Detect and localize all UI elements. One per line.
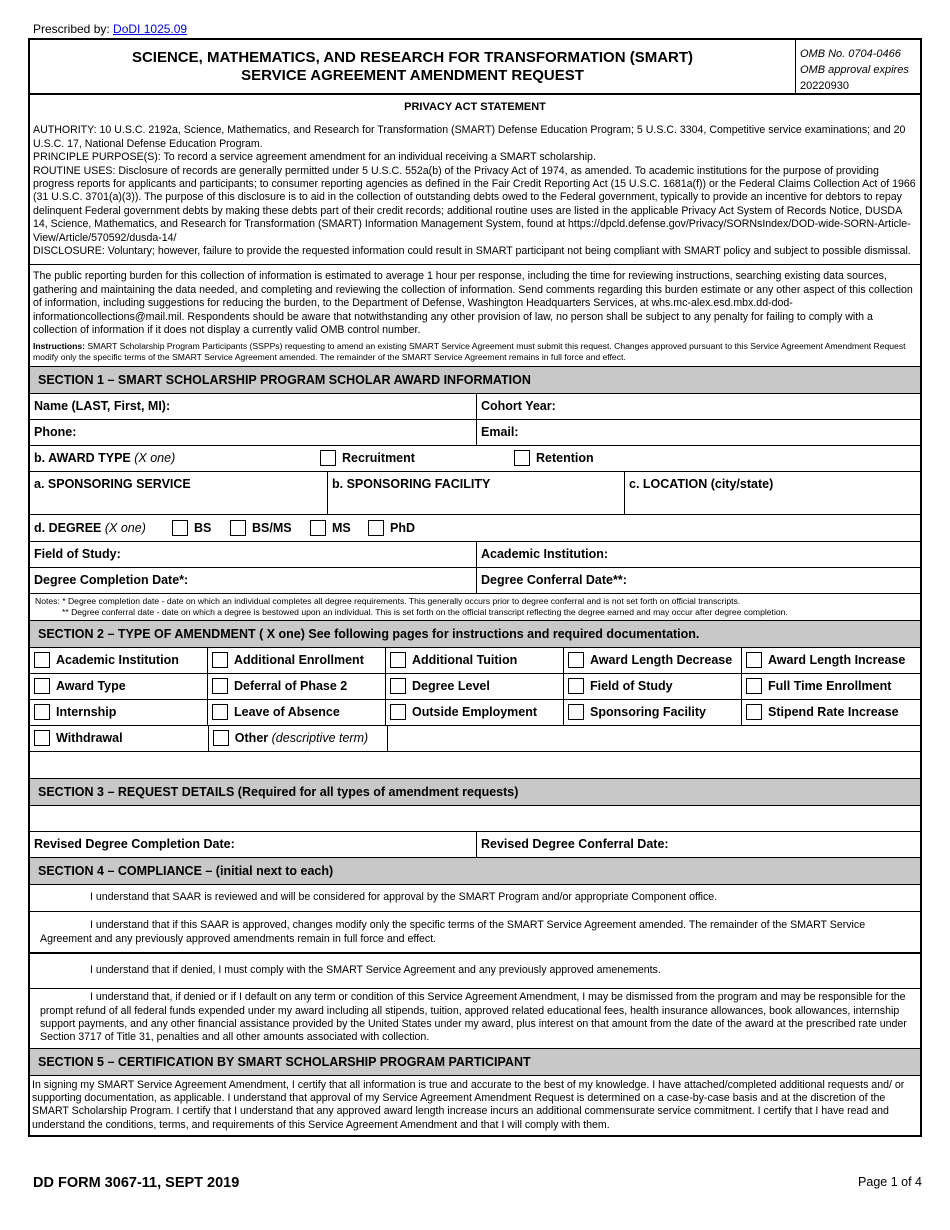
amend-academic-institution[interactable] (30, 648, 208, 673)
degree-bsms-label: BS/MS (252, 520, 292, 535)
amend-award-length-increase[interactable] (742, 648, 920, 673)
name-label: Name (LAST, First, MI): (34, 399, 171, 413)
amend-other-hint: (descriptive term) (271, 731, 369, 745)
amend-label: Award Type (56, 679, 126, 693)
award-type-hint: (X one) (134, 451, 176, 465)
amend-checkbox[interactable] (34, 652, 50, 668)
completion-date-field[interactable] (30, 568, 477, 593)
sponsor-row (30, 472, 920, 515)
dodi-link[interactable]: DoDI 1025.09 (113, 22, 188, 36)
request-details-field[interactable] (30, 806, 920, 832)
cohort-field[interactable] (477, 394, 920, 419)
retention-label: Retention (536, 451, 594, 465)
cohort-label: Cohort Year: (481, 399, 556, 413)
privacy-routine-uses: ROUTINE USES: Disclosure of records are generally permitted under 5 U.S.C. 552a(b) of the Privacy Act of 1974, as amended. To academic institutions for the purpose of providing progress reports for applicants and participants; to consumer reporting agencies as defined in the Fair Credit Reporting Act (15 U.S.C. 1681a(f)) or the Federal Claims Collection Act of 1966 (31 U.S.C. 3701(a)(3)). The purpose of this disclosure is to aid in the collection of outstanding debts owed to the Federal government, typically to provide an incentive for debtors to repay delinquent Federal government debts by making these debts part of their credit records; additional routine uses are listed in the applicable Privacy Act System of Records Notice, DUSDA 14, Science, Mathematics, and Research for Transformation (SMART) Information Management System, found at https://dpcld.defense.gov/Privacy/SORNsIndex/DOD-wide-SORN-Article-View/Article/570592/dusda-14/ (33, 164, 916, 244)
note-2: ** Degree conferral date - date on which a degree is bestowed upon an individual. This is set forth on the official transcript reflecting the degree earned and may occur after degree completion. (62, 606, 788, 617)
award-type-row (30, 446, 920, 472)
privacy-title: PRIVACY ACT STATEMENT (404, 101, 546, 113)
omb-date: 20220930 (800, 80, 849, 92)
conferral-date-field[interactable] (477, 568, 920, 593)
privacy-purpose: PRINCIPLE PURPOSE(S): To record a service agreement amendment for an individual receiving a SMART scholarship. (33, 151, 596, 164)
degree-hint: (X one) (104, 520, 146, 535)
amend-checkbox[interactable] (568, 652, 584, 668)
amend-label: Stipend Rate Increase (768, 705, 899, 719)
amend-checkbox[interactable] (34, 678, 50, 694)
degree-ms-label: MS (332, 520, 351, 535)
amend-label: Additional Tuition (412, 653, 518, 667)
amend-checkbox[interactable] (390, 652, 406, 668)
title-line-1: SCIENCE, MATHEMATICS, AND RESEARCH FOR TRANSFORMATION (SMART) (131, 48, 694, 66)
form-id: DD FORM 3067-11, SEPT 2019 (33, 1175, 240, 1191)
phone-label: Phone: (34, 425, 77, 439)
degree-row (30, 515, 920, 542)
revised-conferral-label: Revised Degree Conferral Date: (481, 837, 669, 851)
section2-heading: SECTION 2 – TYPE OF AMENDMENT ( X one) See following pages for instructions and required documentation. (30, 621, 920, 648)
conferral-date-label: Degree Conferral Date**: (481, 573, 627, 587)
prescribed-label: Prescribed by: (33, 22, 110, 36)
dates-row (30, 568, 920, 594)
revised-conferral-field[interactable] (477, 832, 920, 857)
degree-cell (30, 515, 920, 541)
amend-label: Withdrawal (56, 731, 123, 745)
compliance-text-2: I understand that if this SAAR is approved, changes modify only the specific terms of the SMART Service Agreement amended. The remainder of the SMART Service Agreement and any previously approved amendments remain in full force and effect. (40, 919, 866, 945)
omb-number: OMB No. 0704-0466 (800, 48, 901, 60)
amend-degree-level[interactable] (386, 674, 564, 699)
certification-text: In signing my SMART Service Agreement Amendment, I certify that all information is true and accurate to the best of my knowledge. I have attached/completed additional requests and/ or supporting documentation, as applicable. I understand that approval of my Service Agreement Amendment Request is determined on a case-by-case basis and at the discretion of the SMART Scholarship Program. I certify that I understand that any approved award length increase incurs an additional commensurate service commitment. I certify that I have read and understand the conditions, terms, and requirements of this Service Agreement Amendment and that I will comply with them. (32, 1078, 905, 1131)
amend-checkbox[interactable] (212, 678, 228, 694)
email-label: Email: (481, 425, 519, 439)
burden-text: The public reporting burden for this collection of information is estimated to average 1 hour per response, including the time for reviewing instructions, searching existing data sources, gathering and maintaining the data needed, and completing and reviewing the collection of information. Send comments regarding this burden estimate or any other aspect of this collection of information, including suggestions for reducing the burden, to the Department of Defense, Washington Headquarters Services, at whs.mc-alex.esd.mbx.dd-dod-informationcollections@mail.mil. Respondents should be aware that notwithstanding any other provision of law, no person shall be subject to any penalty for failing to comply with a collection of information if it does not display a currently valid OMB control number. (33, 270, 913, 337)
amend-checkbox[interactable] (34, 704, 50, 720)
amend-checkbox[interactable] (34, 730, 50, 746)
omb-expires: OMB approval expires (800, 64, 909, 76)
amend-award-type[interactable] (30, 674, 208, 699)
amend-checkbox[interactable] (390, 704, 406, 720)
retention-checkbox[interactable] (514, 450, 530, 466)
amend-withdrawal[interactable] (30, 726, 209, 751)
academic-institution-field[interactable] (477, 542, 920, 567)
omb-box (796, 40, 920, 93)
amend-checkbox[interactable] (212, 704, 228, 720)
amend-checkbox[interactable] (390, 678, 406, 694)
amend-row-3 (30, 700, 920, 726)
compliance-item-2[interactable] (30, 912, 920, 953)
title-line-2: SERVICE AGREEMENT AMENDMENT REQUEST (241, 66, 584, 84)
privacy-act-statement (30, 95, 920, 265)
amend-row-1 (30, 648, 920, 674)
privacy-disclosure: DISCLOSURE: Voluntary; however, failure to provide the requested information could result in SMART participant not being compliant with SMART policy and subject to possible dismissal. (33, 245, 911, 258)
amend-additional-tuition[interactable] (386, 648, 564, 673)
award-type-cell (30, 446, 920, 471)
sponsoring-facility-field[interactable] (328, 472, 625, 514)
amend-deferral-phase-2[interactable] (208, 674, 386, 699)
instructions-label: Instructions: (33, 340, 86, 351)
name-row (30, 394, 920, 420)
compliance-text-4: I understand that, if denied or if I default on any term or condition of this Service Agreement Amendment, I may be dismissed from the program and may be responsible for the prompt refund of all federal funds expended under my award including all stipends, tuition, approved related educational fees, health insurance allowances, book allowances, internship support payments, and any other financial assistance provided by the United States under my award, plus interest on that amount from the date of the award at the prescribed rate under Section 3717 of Title 31, penalties and all other amounts associated with collection. (40, 991, 907, 1044)
degree-label: d. DEGREE (34, 520, 102, 535)
prescribed-by (33, 22, 187, 36)
amend-row-2 (30, 674, 920, 700)
amend-other-description-field[interactable] (388, 726, 920, 751)
section2-blank-row (30, 752, 920, 779)
phone-field[interactable] (30, 420, 477, 445)
phone-row (30, 420, 920, 446)
degree-bs-checkbox[interactable] (172, 520, 188, 536)
burden-statement (30, 265, 920, 366)
academic-institution-label: Academic Institution: (481, 547, 609, 561)
amend-other-label: Other (234, 731, 269, 745)
degree-phd-label: PhD (390, 520, 415, 535)
amend-checkbox[interactable] (746, 704, 762, 720)
degree-notes (30, 594, 920, 621)
name-field[interactable] (30, 394, 477, 419)
award-type-label: b. AWARD TYPE (34, 451, 131, 465)
degree-label-wrap (34, 521, 172, 535)
recruitment-checkbox[interactable] (320, 450, 336, 466)
compliance-item-3[interactable] (30, 953, 920, 989)
compliance-text-3: I understand that if denied, I must comply with the SMART Service Agreement and any previously approved amenements. (90, 963, 661, 976)
amend-additional-enrollment[interactable] (208, 648, 386, 673)
amend-label: Deferral of Phase 2 (234, 679, 348, 693)
page-number: Page 1 of 4 (858, 1175, 922, 1189)
amend-label: Award Length Increase (768, 653, 906, 667)
amend-checkbox[interactable] (212, 652, 228, 668)
compliance-item-4[interactable] (30, 989, 920, 1049)
section4-heading: SECTION 4 – COMPLIANCE – (initial next to each) (30, 858, 920, 885)
location-field[interactable] (625, 472, 920, 514)
amend-internship[interactable] (30, 700, 208, 725)
recruitment-label: Recruitment (342, 451, 415, 465)
sponsoring-service-label: a. SPONSORING SERVICE (34, 476, 191, 491)
amend-checkbox[interactable] (746, 678, 762, 694)
privacy-authority: AUTHORITY: 10 U.S.C. 2192a, Science, Mathematics, and Research for Transformation (SMART) Defense Education Program; 5 U.S.C. 3304, Competitive service examinations; and 20 U.S.C. 17, National Defense Education Program. (33, 124, 906, 150)
sponsoring-service-field[interactable] (30, 472, 328, 514)
amend-checkbox[interactable] (746, 652, 762, 668)
amend-outside-employment[interactable] (386, 700, 564, 725)
degree-bs-label: BS (194, 520, 212, 535)
amend-label: Internship (56, 705, 117, 719)
amend-label (235, 731, 368, 745)
amend-checkbox[interactable] (568, 678, 584, 694)
amend-label: Additional Enrollment (234, 653, 364, 667)
note-1: Notes: * Degree completion date - date on which an individual completes all degree requirements. This generally occurs prior to degree conferral and is not set forth on official transcripts. (35, 595, 741, 606)
amend-sponsoring-facility[interactable] (564, 700, 742, 725)
email-field[interactable] (477, 420, 920, 445)
section5-heading: SECTION 5 – CERTIFICATION BY SMART SCHOLARSHIP PROGRAM PARTICIPANT (30, 1049, 920, 1076)
revised-dates-row (30, 832, 920, 858)
revised-completion-field[interactable] (30, 832, 477, 857)
form-title (30, 40, 796, 93)
section3-heading: SECTION 3 – REQUEST DETAILS (Required for all types of amendment requests) (30, 779, 920, 806)
degree-bsms-checkbox[interactable] (230, 520, 246, 536)
degree-phd-checkbox[interactable] (368, 520, 384, 536)
amend-label: Award Length Decrease (590, 653, 733, 667)
amend-label: Field of Study (590, 679, 673, 693)
form-container (28, 38, 922, 1137)
amend-field-of-study[interactable] (564, 674, 742, 699)
compliance-item-1[interactable] (30, 885, 920, 912)
amend-label: Leave of Absence (234, 705, 340, 719)
amend-label: Outside Employment (412, 705, 538, 719)
amend-label: Degree Level (412, 679, 490, 693)
sponsoring-facility-label: b. SPONSORING FACILITY (332, 476, 491, 491)
title-row (30, 40, 920, 95)
amend-checkbox[interactable] (568, 704, 584, 720)
amend-stipend-rate-increase[interactable] (742, 700, 920, 725)
award-type-label-wrap (34, 451, 320, 465)
field-row (30, 542, 920, 568)
amend-checkbox[interactable] (213, 730, 229, 746)
section1-heading: SECTION 1 – SMART SCHOLARSHIP PROGRAM SCHOLAR AWARD INFORMATION (30, 367, 920, 394)
location-label: c. LOCATION (city/state) (629, 476, 774, 491)
amend-label: Sponsoring Facility (590, 705, 706, 719)
compliance-text-1: I understand that SAAR is reviewed and will be considered for approval by the SMART Program and/or appropriate Component office. (90, 890, 718, 903)
instructions (33, 341, 917, 363)
amend-label: Full Time Enrollment (768, 679, 892, 693)
amend-leave-of-absence[interactable] (208, 700, 386, 725)
amend-full-time-enrollment[interactable] (742, 674, 920, 699)
amend-row-4 (30, 726, 920, 752)
instructions-text: SMART Scholarship Program Participants (SSPPs) requesting to amend an existing SMART Service Agreement must submit this request. Changes approved pursuant to this Service Agreement Amendment Request modify only the specific terms of the SMART Service Agreement amended. The remainder of the SMART Service Agreement remains in full force and effect. (33, 340, 906, 362)
field-of-study-label: Field of Study: (34, 547, 121, 561)
amend-other[interactable] (209, 726, 388, 751)
amend-label: Academic Institution (56, 653, 179, 667)
field-of-study-field[interactable] (30, 542, 477, 567)
amend-award-length-decrease[interactable] (564, 648, 742, 673)
degree-ms-checkbox[interactable] (310, 520, 326, 536)
completion-date-label: Degree Completion Date*: (34, 573, 189, 587)
revised-completion-label: Revised Degree Completion Date: (34, 837, 235, 851)
